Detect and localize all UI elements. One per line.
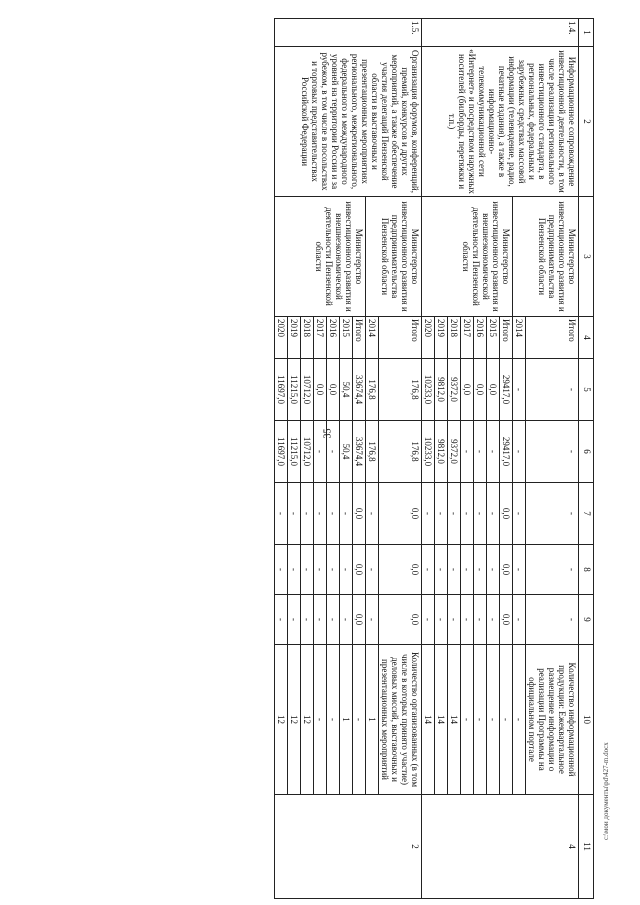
table-cell: - (288, 545, 301, 595)
table-cell: - (275, 545, 288, 595)
table-cell: - (288, 595, 301, 645)
table-cell: 9372,0 (448, 359, 461, 421)
table-cell: 1.4. (422, 19, 579, 47)
table-cell: 0,0 (353, 545, 366, 595)
table-cell: - (340, 545, 353, 595)
table-cell: - (327, 421, 340, 483)
rotated-table-container (74, 18, 594, 898)
table-cell: - (314, 595, 327, 645)
table-cell: 0,0 (379, 595, 422, 645)
table-cell: 10233,0 (422, 421, 435, 483)
table-cell: 0,0 (474, 359, 487, 421)
table-cell: 11697,0 (275, 359, 288, 421)
table-cell: - (327, 645, 340, 795)
table-cell: 33674,4 (353, 421, 366, 483)
table-cell: 11215,0 (288, 359, 301, 421)
table-cell: - (340, 483, 353, 545)
table-cell: - (366, 545, 379, 595)
table-cell: 2018 (448, 317, 461, 359)
table-cell: 2020 (422, 317, 435, 359)
table-cell: 0,0 (353, 483, 366, 545)
table-cell: - (513, 421, 526, 483)
table-cell: - (461, 645, 474, 795)
table-cell: - (474, 595, 487, 645)
table-cell: Организация форумов, конференций, премий, конкурсов и других мероприятий, а также обеспечение участия делегаций Пензенской области в выставочных и презентационных мероприятиях регионального, межрегионального, федерального и международного уровней на территории России и за рубежом, в том числе в посольствах и торговых представительствах Российской Федерации (275, 47, 422, 197)
table-cell: 2016 (327, 317, 340, 359)
table-cell: - (461, 421, 474, 483)
table-cell: 176,8 (366, 421, 379, 483)
table-cell: 9812,0 (435, 421, 448, 483)
table-cell: 14 (422, 645, 435, 795)
table-cell: 50,4 (340, 359, 353, 421)
table-cell: - (474, 483, 487, 545)
table-cell: - (314, 421, 327, 483)
table-cell: 0,0 (500, 595, 513, 645)
table-cell: - (314, 483, 327, 545)
table-row (526, 19, 579, 899)
table-cell: 0,0 (314, 359, 327, 421)
table-cell: - (513, 483, 526, 545)
col-header: 10 (579, 645, 594, 795)
table-cell: 33674,4 (353, 359, 366, 421)
table-cell: 0,0 (461, 359, 474, 421)
table-cell: 2 (275, 795, 422, 899)
table-cell: - (448, 595, 461, 645)
table-cell: 1.5. (275, 19, 422, 47)
table-cell: Итого (353, 317, 366, 359)
table-cell: - (448, 545, 461, 595)
table-cell: - (353, 645, 366, 795)
table-cell: Информационное сопровождение инвестиционной деятельности, в том числе реализации регионального инвестиционного стандарта, в региональных, федеральных и зарубежных средствах массовой информации (телевидение, радио, печатные издания), а также в информационно-телекоммуникационной сети «Интернет» и посредством наружных носителей (билборды, перетяжки и т.п.) (422, 47, 579, 197)
table-cell: 0,0 (500, 545, 513, 595)
table-cell: - (435, 595, 448, 645)
col-header: 4 (579, 317, 594, 359)
table-cell: Количество информационной продукции: Ежеквартальное размещение информации о реализации Программы на официальном портале (526, 645, 579, 795)
table-cell: - (275, 595, 288, 645)
table-cell: Министерство инвестиционного развития и предпринимательства Пензенской области (513, 197, 579, 317)
table-cell: - (327, 595, 340, 645)
table-cell: - (513, 545, 526, 595)
table-cell: - (474, 545, 487, 595)
table-cell: 2017 (314, 317, 327, 359)
table-row (379, 19, 422, 899)
col-header: 11 (579, 795, 594, 899)
table-cell: - (422, 483, 435, 545)
table-cell: - (327, 545, 340, 595)
table-cell: - (513, 595, 526, 645)
table-cell: 0,0 (327, 359, 340, 421)
table-cell: 2015 (340, 317, 353, 359)
table-cell: 2019 (288, 317, 301, 359)
footer-path: c:\мои документы\pd\427-m.docx (602, 742, 610, 840)
table-cell: - (526, 359, 579, 421)
table-cell: 2014 (513, 317, 526, 359)
table-cell: - (487, 545, 500, 595)
table-cell: - (461, 545, 474, 595)
table-cell: 10712,0 (301, 421, 314, 483)
table-cell: Министерство инвестиционного развития и внешнеэкономической деятельности Пензенской области (422, 197, 513, 317)
table-cell: 14 (448, 645, 461, 795)
table-cell: - (314, 645, 327, 795)
table-cell: - (487, 595, 500, 645)
table-cell: Министерство инвестиционного развития и внешнеэкономической деятельности Пензенской области (275, 197, 366, 317)
table-cell: - (435, 545, 448, 595)
table-cell: - (474, 421, 487, 483)
col-header: 9 (579, 595, 594, 645)
table-cell: - (448, 483, 461, 545)
table-cell: 50,4 (340, 421, 353, 483)
table-cell: - (435, 483, 448, 545)
table-cell: 12 (288, 645, 301, 795)
table-cell: Министерство инвестиционного развития и предпринимательства Пензенской области (366, 197, 422, 317)
table-cell: - (526, 545, 579, 595)
table-cell: 1 (340, 645, 353, 795)
table-cell: - (301, 545, 314, 595)
table-cell: 176,8 (366, 359, 379, 421)
table-cell: 176,8 (379, 421, 422, 483)
table-cell: 2018 (301, 317, 314, 359)
col-header: 7 (579, 483, 594, 545)
table-cell: 0,0 (487, 359, 500, 421)
table-cell: - (422, 545, 435, 595)
table-cell: 29417,0 (500, 421, 513, 483)
table-cell: - (366, 595, 379, 645)
col-header: 1 (579, 19, 594, 47)
table-cell: 2016 (474, 317, 487, 359)
header-row (579, 19, 594, 899)
table-cell: 12 (301, 645, 314, 795)
table-cell: - (275, 483, 288, 545)
table-cell: - (327, 483, 340, 545)
table-cell: 29417,0 (500, 359, 513, 421)
table-cell: Итого (379, 317, 422, 359)
table-cell: - (513, 359, 526, 421)
table-cell: 9372,0 (448, 421, 461, 483)
table-cell: 11697,0 (275, 421, 288, 483)
table-cell: 2017 (461, 317, 474, 359)
table-cell: Итого (500, 317, 513, 359)
table-cell: - (487, 483, 500, 545)
col-header: 2 (579, 47, 594, 197)
table-cell: 11215,0 (288, 421, 301, 483)
table-cell: - (526, 595, 579, 645)
table-cell: - (340, 595, 353, 645)
table-cell: Итого (526, 317, 579, 359)
col-header: 6 (579, 421, 594, 483)
table-cell: - (474, 645, 487, 795)
table-cell: - (461, 595, 474, 645)
table-cell: 176,8 (379, 359, 422, 421)
table-cell: - (288, 483, 301, 545)
table-cell: - (301, 483, 314, 545)
table-cell: 0,0 (379, 545, 422, 595)
table-cell: 2015 (487, 317, 500, 359)
table-cell: - (513, 645, 526, 795)
table-cell: 9812,0 (435, 359, 448, 421)
table-cell: - (487, 421, 500, 483)
table-cell: - (526, 483, 579, 545)
table-cell: 12 (275, 645, 288, 795)
table-cell: - (301, 595, 314, 645)
col-header: 5 (579, 359, 594, 421)
table-cell: - (422, 595, 435, 645)
table-cell: 4 (422, 795, 579, 899)
table-cell: 14 (435, 645, 448, 795)
col-header: 3 (579, 197, 594, 317)
table-cell: - (314, 545, 327, 595)
table-cell: 0,0 (500, 483, 513, 545)
table-cell: 10233,0 (422, 359, 435, 421)
table-cell: - (366, 483, 379, 545)
table-cell: - (461, 483, 474, 545)
table-cell: 2020 (275, 317, 288, 359)
table-cell: 10712,0 (301, 359, 314, 421)
col-header: 8 (579, 545, 594, 595)
table-cell: - (500, 645, 513, 795)
table-cell: Количество организованных (в том числе в которых принято участие) деловых миссий, выставочных и презентационных мероприятий (379, 645, 422, 795)
table-cell: - (487, 645, 500, 795)
page-number: 35 (322, 428, 334, 439)
table-cell: 2019 (435, 317, 448, 359)
table-cell: 2014 (366, 317, 379, 359)
table-cell: - (526, 421, 579, 483)
table-cell: 0,0 (379, 483, 422, 545)
program-table (274, 18, 594, 899)
table-cell: 1 (366, 645, 379, 795)
table-cell: 0,0 (353, 595, 366, 645)
